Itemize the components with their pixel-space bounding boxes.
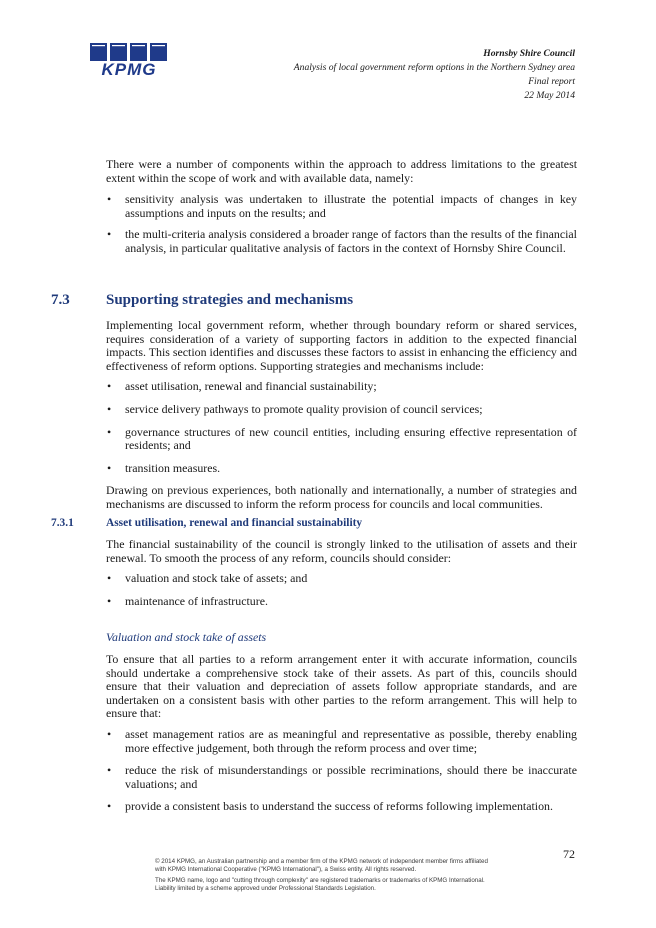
subsection-paragraph: The financial sustainability of the council is strongly linked to the utilisation of assets and their renewal. To smooth the process of any reform, councils should consider:: [106, 537, 577, 565]
intro-bullet-list: [106, 193, 577, 255]
header-title: Hornsby Shire Council: [483, 48, 575, 59]
list-item: • sensitivity analysis was undertaken to illustrate the potential impacts of changes in key assumptions and inputs on the results; and: [106, 193, 577, 220]
list-item: • maintenance of infrastructure.: [106, 595, 577, 609]
footer-line: with KPMG International Cooperative ("KPMG International"), a Swiss entity. All rights reserved.: [155, 866, 417, 874]
kpmg-logo: [88, 43, 170, 77]
subsection-bullet-list: [106, 572, 577, 608]
subsection-title: Asset utilisation, renewal and financial sustainability: [106, 517, 363, 529]
page-footer: [155, 858, 575, 893]
page-number: 72: [563, 847, 575, 861]
footer-line: The KPMG name, logo and "cutting through complexity" are registered trademarks or trademarks of KPMG International.: [155, 876, 485, 884]
header-date: 22 May 2014: [524, 90, 575, 101]
header-doc-type: Final report: [528, 76, 575, 87]
list-item: • asset utilisation, renewal and financial sustainability;: [106, 380, 577, 394]
header-subtitle: Analysis of local government reform options in the Northern Sydney area: [293, 62, 575, 73]
section-closing-paragraph: Drawing on previous experiences, both nationally and internationally, a number of strategies and mechanisms are discussed to inform the reform process for councils and local communities.: [106, 483, 577, 511]
section-paragraph: Implementing local government reform, whether through boundary reform or shared services, requires consideration of a variety of supporting factors in addition to the expected financial impacts. This section identifies and discusses these factors to assist in enhancing the efficiency and effectiveness of reform options. Supporting strategies and mechanisms include:: [106, 318, 577, 373]
section-number: 7.3: [51, 292, 70, 308]
page-header: [294, 47, 575, 103]
valuation-body: [106, 653, 577, 814]
valuation-heading: Valuation and stock take of assets: [106, 630, 267, 644]
subsection-body: [106, 538, 577, 608]
footer-line: Liability limited by a scheme approved under Professional Standards Legislation.: [155, 884, 376, 892]
intro-block: [106, 158, 577, 256]
list-item: • transition measures.: [106, 462, 577, 476]
list-item: • asset management ratios are as meaningful and representative as possible, thereby enabling more effective judgement, both through the reform process and over time;: [106, 728, 577, 755]
list-item: • valuation and stock take of assets; and: [106, 572, 577, 586]
svg-text:KPMG: KPMG: [101, 60, 157, 77]
list-item: • provide a consistent basis to understand the success of reforms following implementation.: [106, 800, 577, 814]
section-title: Supporting strategies and mechanisms: [106, 292, 354, 308]
list-item: • service delivery pathways to promote quality provision of council services;: [106, 403, 577, 417]
list-item: • the multi-criteria analysis considered a broader range of factors than the results of the financial analysis, in particular qualitative analysis of factors in the context of Hornsby Shire Council.: [106, 228, 577, 255]
intro-paragraph: There were a number of components within the approach to address limitations to the greatest extent within the scope of work and with available data, namely:: [106, 157, 577, 185]
section-bullet-list: [106, 380, 577, 475]
list-item: • reduce the risk of misunderstandings or possible recriminations, should there be inaccurate valuations; and: [106, 764, 577, 791]
subsection-number: 7.3.1: [51, 517, 74, 529]
list-item: • governance structures of new council entities, including ensuring effective representation of residents; and: [106, 426, 577, 453]
valuation-bullet-list: [106, 728, 577, 814]
section-body: [106, 319, 577, 512]
valuation-paragraph: To ensure that all parties to a reform arrangement enter it with accurate information, councils should undertake a comprehensive stock take of their assets. As part of this, councils should ensure that their valuation and depreciation of assets follow appropriate standards, and are undertaken on a consistent basis with other parties to the reform arrangement. This will help to ensure that:: [106, 652, 577, 721]
footer-line: © 2014 KPMG, an Australian partnership and a member firm of the KPMG network of independent member firms affiliated: [155, 858, 488, 865]
